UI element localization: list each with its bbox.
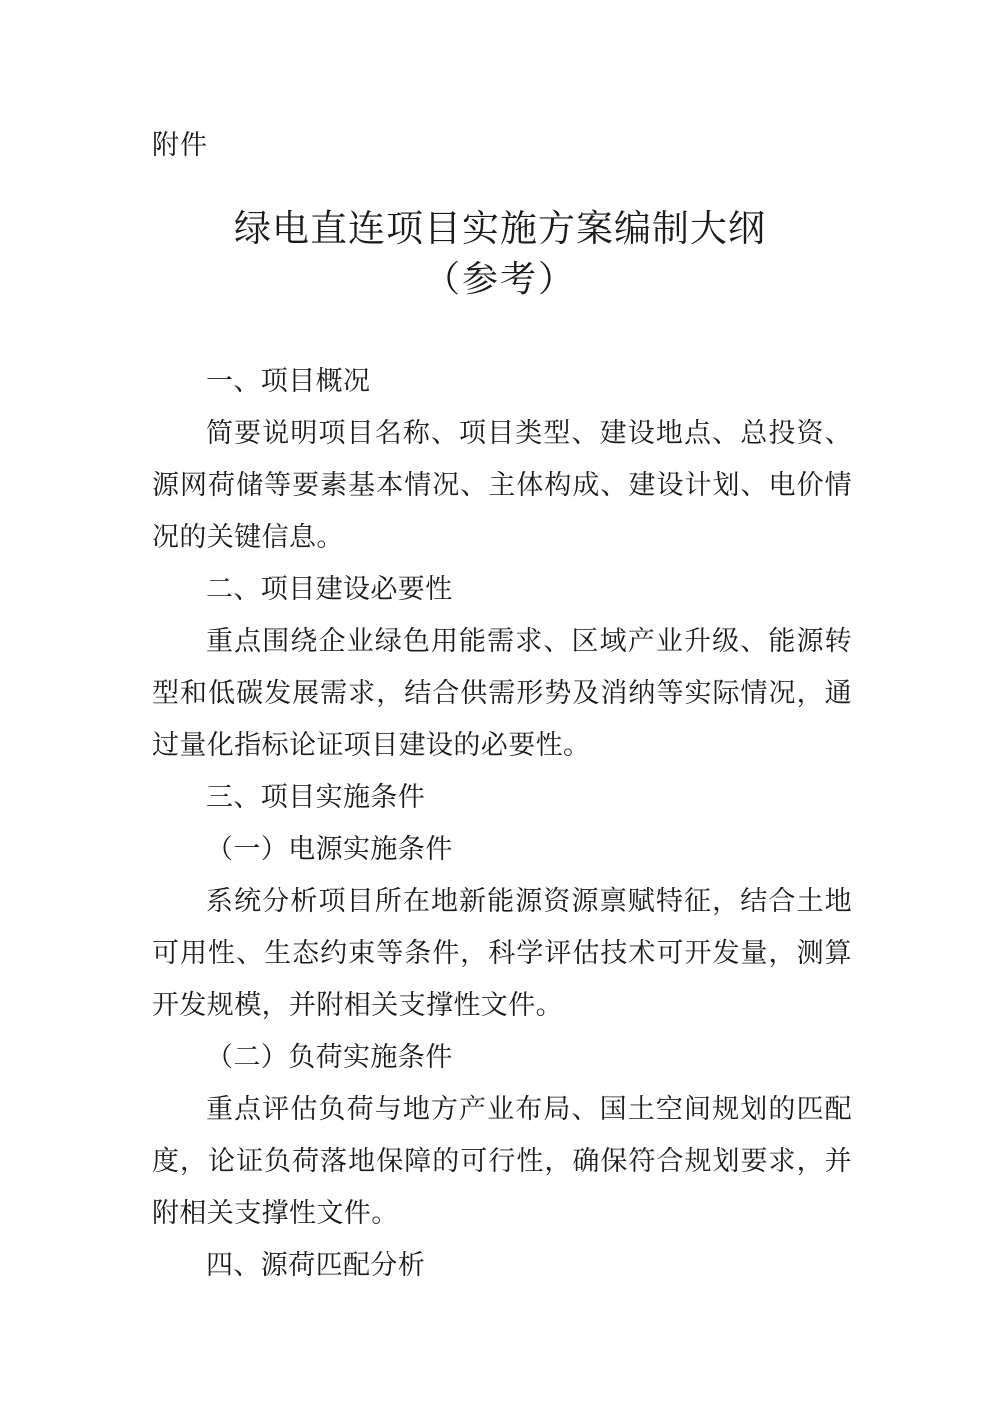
section-body-overview: 简要说明项目名称、项目类型、建设地点、总投资、源网荷储等要素基本情况、主体构成、建设计划、电价情况的关键信息。 <box>152 418 852 553</box>
document-title: 绿电直连项目实施方案编制大纲 <box>234 207 766 250</box>
section-body-necessity: 重点围绕企业绿色用能需求、区域产业升级、能源转型和低碳发展需求，结合供需形势及消纳等实际情况，通过量化指标论证项目建设的必要性。 <box>152 626 852 761</box>
document-subtitle: （参考） <box>423 259 576 300</box>
subsection-heading-power-source: （一）电源实施条件 <box>206 834 453 865</box>
section-heading-overview: 一、项目概况 <box>206 366 371 397</box>
subsection-body-power-source: 系统分析项目所在地新能源资源禀赋特征，结合土地可用性、生态约束等条件，科学评估技术可开发量，测算开发规模，并附相关支撑性文件。 <box>152 886 852 1021</box>
attachment-label: 附件 <box>152 130 208 161</box>
section-heading-conditions: 三、项目实施条件 <box>206 782 426 813</box>
document-body <box>152 356 852 1292</box>
section-heading-matching: 四、源荷匹配分析 <box>206 1250 426 1281</box>
subsection-heading-load: （二）负荷实施条件 <box>206 1042 453 1073</box>
subsection-body-load: 重点评估负荷与地方产业布局、国土空间规划的匹配度，论证负荷落地保障的可行性，确保符合规划要求，并附相关支撑性文件。 <box>152 1094 852 1229</box>
section-heading-necessity: 二、项目建设必要性 <box>206 574 453 605</box>
title-block <box>0 203 1000 305</box>
